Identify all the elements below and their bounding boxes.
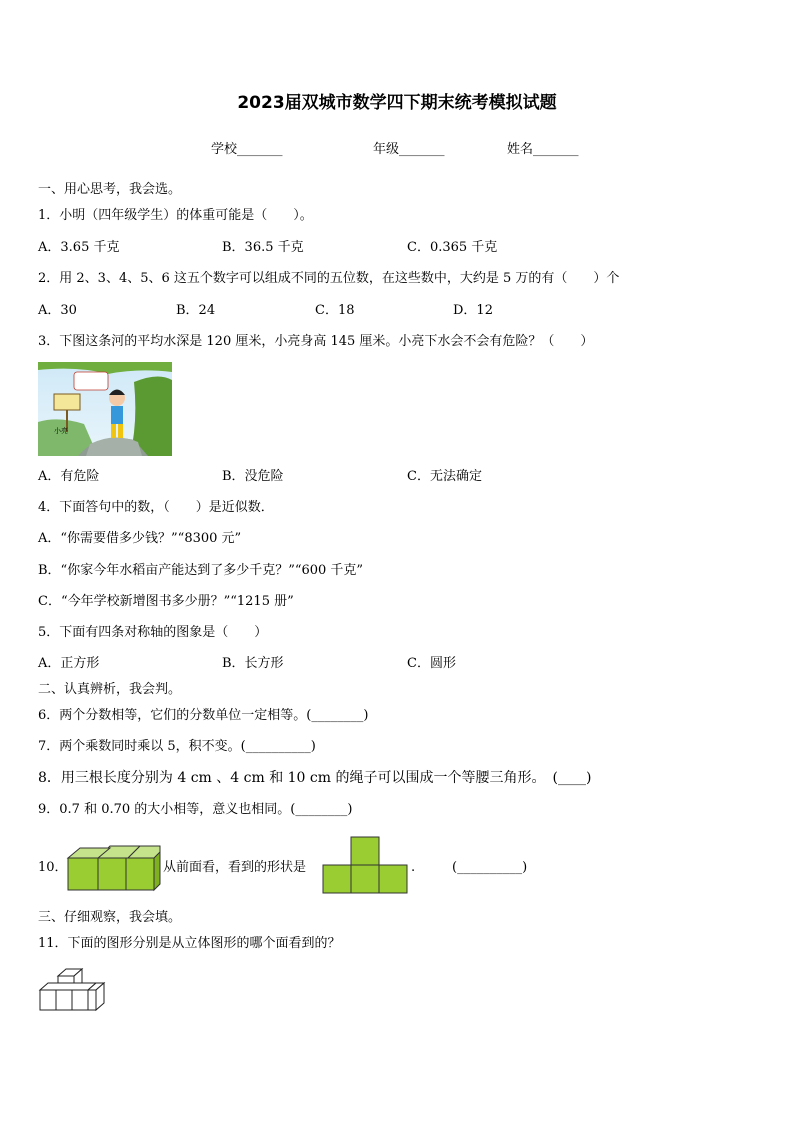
q10-dot: . [411,860,416,875]
q4-option-c[interactable]: C．“今年学校新增图书多少册？”“1215 册” [38,594,294,609]
q3-option-a[interactable]: A．有危险 [38,469,100,484]
q10-number: 10． [38,860,68,875]
section-2-heading: 二、认真辨析，我会判。 [38,682,182,697]
q3-option-b[interactable]: B．没危险 [222,469,284,484]
page-title: 2023届双城市数学四下期末统考模拟试题 [237,93,557,113]
q3-stem: 3．下图这条河的平均水深是 120 厘米，小亮身高 145 厘米。小亮下水会不会有危险？（ ） [38,334,594,349]
q4-stem: 4．下面答句中的数，（ ）是近似数． [38,500,274,515]
q11-stem: 11．下面的图形分别是从立体图形的哪个面看到的？ [38,936,341,951]
section-3-heading: 三、仔细观察，我会填。 [38,910,182,925]
river-illustration [38,362,172,456]
q4-option-b[interactable]: B．“你家今年水稻亩产能达到了多少千克？”“600 千克” [38,563,364,578]
q10-answer-blank[interactable]: (__________) [452,860,528,875]
q1-option-b[interactable]: B．36.5 千克 [222,240,304,255]
q2-option-b[interactable]: B．24 [176,303,216,318]
q2-option-a[interactable]: A．30 [38,303,77,318]
q2-stem: 2．用 2、3、4、5、6 这五个数字可以组成不同的五位数，在这些数中，大约是 5 万的有（ ）个 [38,271,620,286]
q1-option-a[interactable]: A．3.65 千克 [38,240,120,255]
q6-statement[interactable]: 6．两个分数相等，它们的分数单位一定相等。(________) [38,708,369,723]
q2-option-c[interactable]: C．18 [315,303,355,318]
q3-option-c[interactable]: C．无法确定 [407,469,482,484]
q5-option-c[interactable]: C．圆形 [407,656,456,671]
q1-option-c[interactable]: C．0.365 千克 [407,240,498,255]
q3-kid-label: 小亮 [54,427,68,435]
q7-statement[interactable]: 7．两个乘数同时乘以 5，积不变。(__________) [38,739,316,754]
q5-option-b[interactable]: B．长方形 [222,656,284,671]
q10-text: 从前面看，看到的形状是 [163,860,307,875]
q4-option-a[interactable]: A．“你需要借多少钱？”“8300 元” [38,531,242,546]
q1-stem: 1．小明（四年级学生）的体重可能是（ ）。 [38,208,313,223]
school-field[interactable]: 学校_______ [211,142,283,157]
q11-cube-figure [38,968,108,1014]
q5-stem: 5．下面有四条对称轴的图象是（ ） [38,625,268,640]
grade-field[interactable]: 年级_______ [373,142,445,157]
q5-option-a[interactable]: A．正方形 [38,656,100,671]
section-1-heading: 一、用心思考，我会选。 [38,182,182,197]
q10-cube-stack [66,844,162,892]
q10-front-view [322,836,408,894]
q8-statement[interactable]: 8．用三根长度分别为 4 cm 、4 cm 和 10 cm 的绳子可以围成一个等腰三角形。 (____) [38,770,592,786]
q9-statement[interactable]: 9．0.7 和 0.70 的大小相等，意义也相同。(________) [38,802,353,817]
q2-option-d[interactable]: D．12 [453,303,493,318]
name-field[interactable]: 姓名_______ [507,142,579,157]
